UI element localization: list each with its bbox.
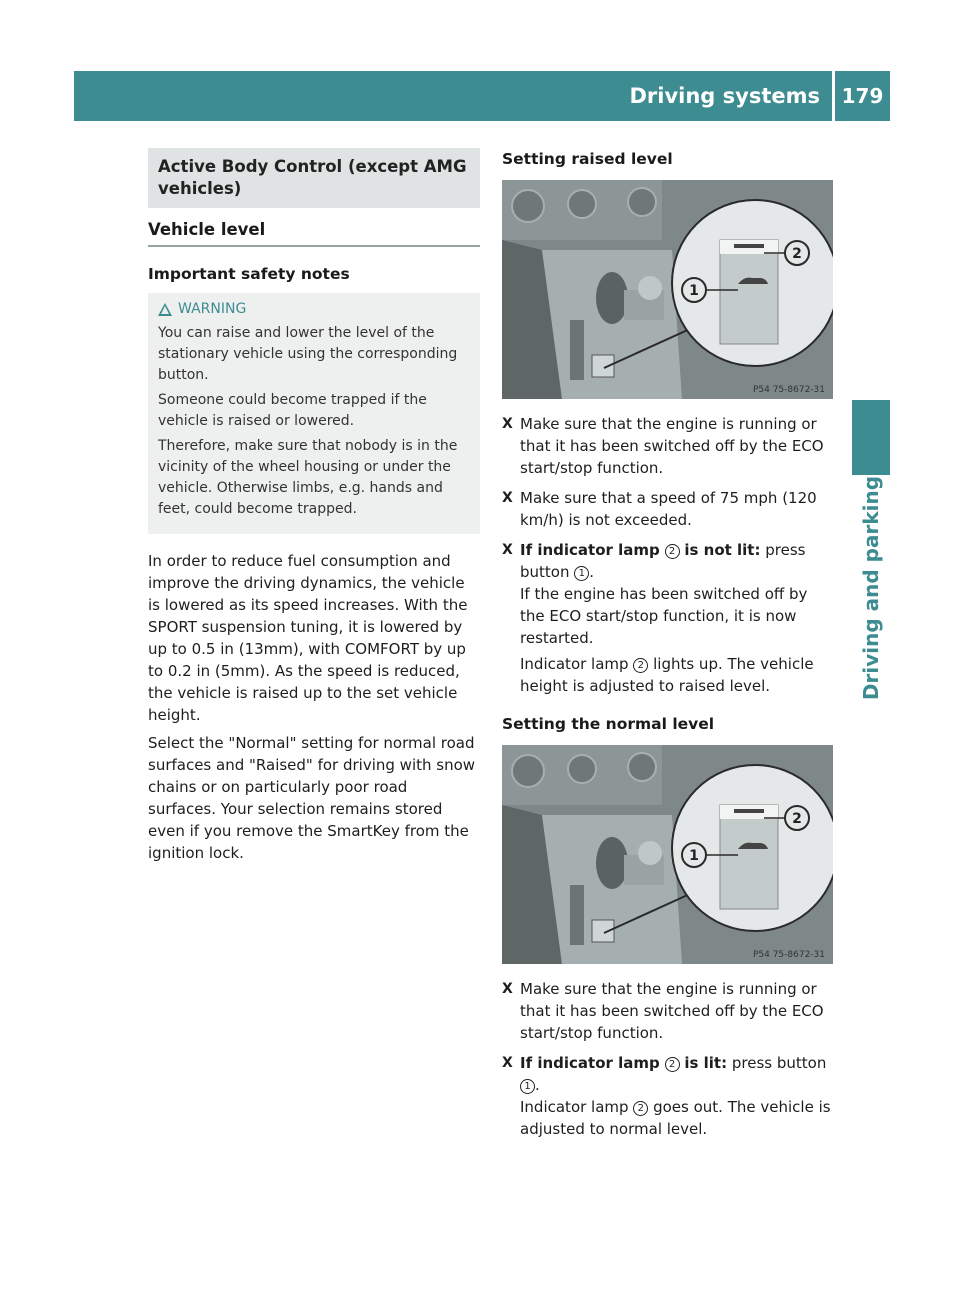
instruction-step: X Make sure that the engine is running or that it has been switched off by the ECO start/stop function.: [502, 415, 824, 477]
subsection-title: Vehicle level: [148, 220, 480, 247]
svg-text:2: 2: [792, 246, 802, 262]
step-result: Indicator lamp 2 goes out. The vehicle is adjusted to normal level.: [520, 1098, 831, 1138]
svg-text:1: 1: [689, 283, 699, 299]
page-number: 179: [841, 84, 884, 108]
warning-box: [148, 293, 480, 534]
warning-label: WARNING: [178, 301, 247, 317]
instruction-step: X If indicator lamp 2 is lit: press button 1 . Indicator lamp 2 goes out. The vehicle is adjusted to normal level.: [502, 1052, 834, 1140]
body-paragraph: In order to reduce fuel consumption and improve the driving dynamics, the vehicle is lowered as its speed increases. With the SPORT suspension tuning, it is lowered by up to 0.5 in (13mm), with COMFORT by up to 0.2 in (5mm). As the speed is reduced, the vehicle is raised up to the set vehicle height.: [148, 552, 468, 724]
raised-level-heading: Setting raised level: [502, 150, 673, 168]
warning-header: [158, 301, 470, 317]
normal-level-figure: [502, 745, 833, 964]
step-result: If the engine has been switched off by the ECO start/stop function, it is now restarted.: [520, 585, 808, 647]
instruction-step: X If indicator lamp 2 is not lit: press button 1 . If the engine has been switched off by the ECO start/stop function, it is now restarted. Indicator lamp 2 lights up. The vehicle height is adjusted to raised level.: [502, 539, 834, 697]
chapter-title: Driving systems: [629, 84, 820, 108]
warning-paragraph: Therefore, make sure that nobody is in the vicinity of the wheel housing or under the vehicle. Otherwise limbs, e.g. hands and feet, could become trapped.: [158, 438, 458, 517]
center-console-illustration: [502, 745, 833, 964]
left-column: [148, 148, 480, 864]
circled-number-2: 2: [665, 1057, 680, 1072]
step-result: Indicator lamp 2 lights up. The vehicle height is adjusted to raised level.: [520, 655, 814, 695]
warning-paragraph: Someone could become trapped if the vehicle is raised or lowered.: [158, 392, 427, 429]
circled-number-2: 2: [633, 658, 648, 673]
safety-heading: Important safety notes: [148, 265, 350, 283]
side-tab-marker: [852, 400, 890, 475]
instruction-step: X Make sure that the engine is running or that it has been switched off by the ECO start/stop function.: [502, 980, 824, 1042]
svg-text:P54 75-8672-31: P54 75-8672-31: [752, 385, 825, 395]
body-paragraph: Select the "Normal" setting for normal road surfaces and "Raised" for driving with snow chains or on particularly poor road surfaces. Your selection remains stored even if you remove the SmartKey from the ignition lock.: [148, 734, 476, 862]
warning-paragraph: You can raise and lower the level of the stationary vehicle using the corresponding button.: [158, 325, 458, 383]
instruction-step: X Make sure that a speed of 75 mph (120 km/h) is not exceeded.: [502, 489, 817, 529]
circled-number-1: 1: [520, 1079, 535, 1094]
section-title: Active Body Control (except AMG vehicles): [148, 148, 480, 208]
right-column: [502, 150, 834, 1140]
circled-number-1: 1: [574, 566, 589, 581]
svg-text:P54 75-8672-31: P54 75-8672-31: [752, 950, 825, 960]
circled-number-2: 2: [633, 1101, 648, 1116]
side-tab-label: Driving and parking: [859, 475, 883, 700]
warning-triangle-icon: [158, 303, 172, 316]
normal-level-heading: Setting the normal level: [502, 715, 715, 733]
svg-text:2: 2: [792, 811, 802, 827]
svg-text:1: 1: [689, 848, 699, 864]
raised-level-figure: [502, 180, 833, 399]
center-console-illustration: [502, 180, 833, 399]
circled-number-2: 2: [665, 544, 680, 559]
